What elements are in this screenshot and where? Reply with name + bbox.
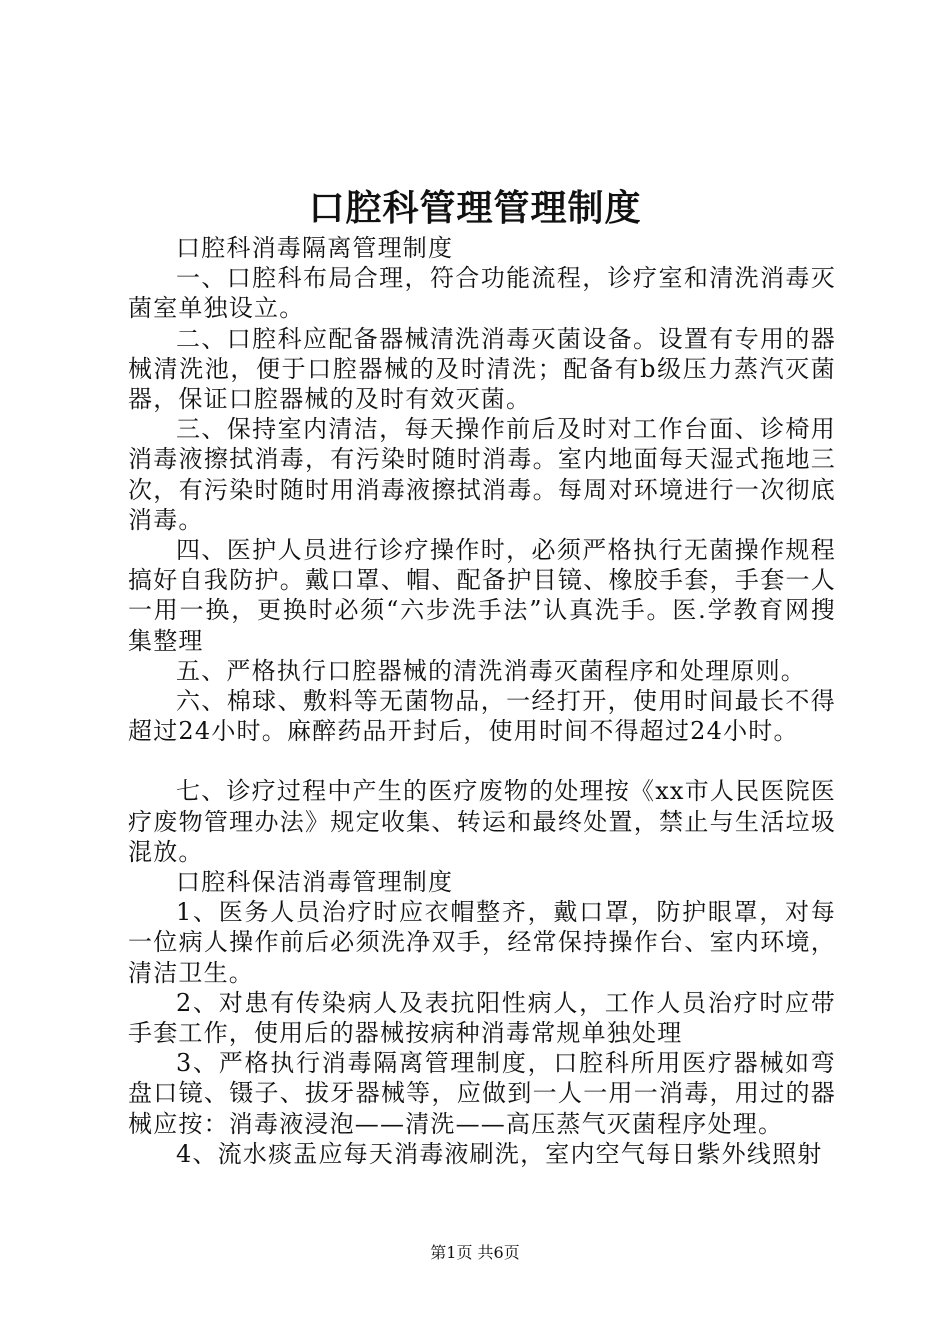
paragraph-item-6: 六、棉球、敷料等无菌物品，一经打开，使用时间最长不得超过24小时。麻醉药品开封后，使用时间不得超过24小时。 xyxy=(128,687,836,746)
paragraph-rule-4: 4、流水痰盂应每天消毒液刷洗，室内空气每日紫外线照射 xyxy=(176,1139,823,1168)
paragraph-item-3: 三、保持室内清洁，每天操作前后及时对工作台面、诊椅用消毒液擦拭消毒，有污染时随时消毒。室内地面每天湿式拖地三次，有污染时随时用消毒液擦拭消毒。每周对环境进行一次彻底消毒。 xyxy=(128,415,836,534)
page-footer: 第1页 共6页 xyxy=(430,1243,520,1262)
paragraph-rule-2: 2、对患有传染病人及表抗阳性病人，工作人员治疗时应带手套工作，使用后的器械按病种消毒常规单独处理 xyxy=(128,988,836,1048)
paragraph-rule-3: 3、严格执行消毒隔离管理制度，口腔科所用医疗器械如弯盘口镜、镊子、拔牙器械等，应做到一人一用一消毒，用过的器械应按：消毒液浸泡——清洗——高压蒸气灭菌程序处理。 xyxy=(128,1049,836,1138)
paragraph-item-4: 四、医护人员进行诊疗操作时，必须严格执行无菌操作规程搞好自我防护。戴口罩、帽、配备护目镜、橡胶手套，手套一人一用一换，更换时必须“六步洗手法”认真洗手。医.学教育网搜集整理 xyxy=(128,536,836,655)
document-title: 口腔科管理管理制度 xyxy=(308,187,642,229)
section-heading-disinfection-isolation: 口腔科消毒隔离管理制度 xyxy=(176,234,454,262)
paragraph-item-2: 二、口腔科应配备器械清洗消毒灭菌设备。设置有专用的器械清洗池，便于口腔器械的及时清洗；配备有b级压力蒸汽灭菌器，保证口腔器械的及时有效灭菌。 xyxy=(128,324,836,414)
paragraph-item-1: 一、口腔科布局合理，符合功能流程，诊疗室和清洗消毒灭菌室单独设立。 xyxy=(128,264,836,323)
section-heading-cleaning-disinfection: 口腔科保洁消毒管理制度 xyxy=(176,868,454,897)
document-body xyxy=(128,233,836,1169)
paragraph-item-7: 七、诊疗过程中产生的医疗废物的处理按《xx市人民医院医疗废物管理办法》规定收集、转运和最终处置，禁止与生活垃圾混放。 xyxy=(128,777,836,866)
paragraph-rule-1: 1、医务人员治疗时应衣帽整齐，戴口罩，防护眼罩，对每一位病人操作前后必须洗净双手，经常保持操作台、室内环境，清洁卫生。 xyxy=(128,898,836,987)
paragraph-item-5: 五、严格执行口腔器械的清洗消毒灭菌程序和处理原则。 xyxy=(176,656,806,685)
